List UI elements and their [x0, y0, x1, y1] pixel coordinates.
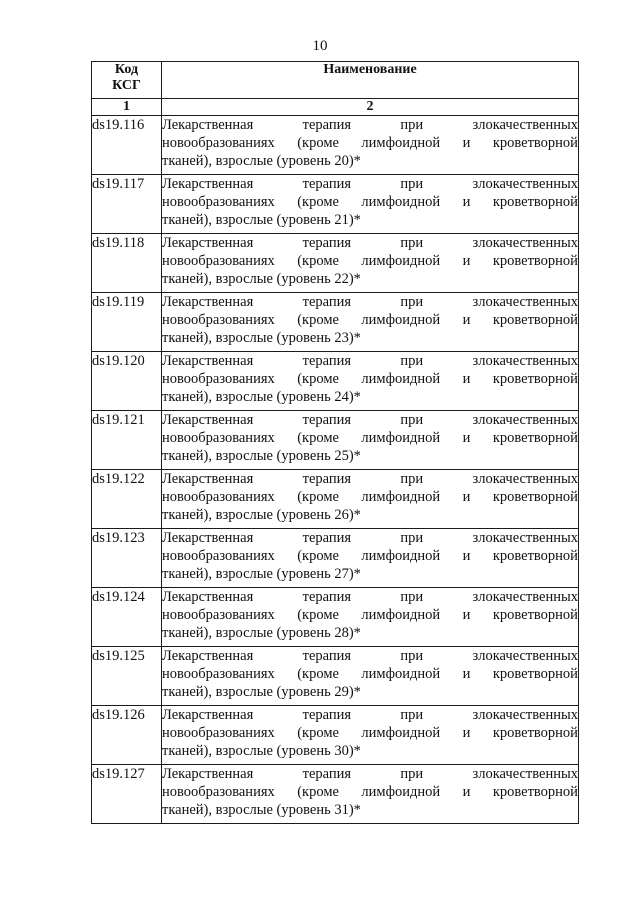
name-word: (кроме	[297, 253, 339, 269]
table-row	[92, 352, 579, 411]
name-word: при	[400, 530, 424, 546]
ksg-name-cell	[162, 588, 579, 647]
name-word: лимфоидной	[361, 489, 441, 505]
name-word: и	[462, 371, 471, 387]
name-word: и	[462, 607, 471, 623]
name-word: (кроме	[297, 607, 339, 623]
ksg-table	[91, 61, 579, 824]
name-word: Лекарственная	[162, 294, 254, 310]
ksg-name-cell	[162, 765, 579, 824]
table-row	[92, 234, 579, 293]
name-word: терапия	[302, 471, 352, 487]
name-word: Лекарственная	[162, 353, 254, 369]
ksg-name-cell	[162, 352, 579, 411]
name-word: лимфоидной	[361, 194, 441, 210]
name-word: при	[400, 294, 424, 310]
name-word: терапия	[302, 176, 352, 192]
name-text-line	[162, 116, 578, 134]
name-text-line	[162, 665, 578, 683]
column-number-name: 2	[162, 99, 579, 116]
table-row	[92, 411, 579, 470]
name-word: и	[462, 784, 471, 800]
ksg-name-cell	[162, 470, 579, 529]
name-word: терапия	[302, 766, 352, 782]
name-word: (кроме	[297, 430, 339, 446]
name-text-line: тканей), взрослые (уровень 23)*	[162, 330, 361, 346]
name-word: злокачественных	[472, 353, 578, 369]
name-word: злокачественных	[472, 530, 578, 546]
name-text-line: тканей), взрослые (уровень 26)*	[162, 507, 361, 523]
name-word: злокачественных	[472, 412, 578, 428]
name-word: Лекарственная	[162, 648, 254, 664]
name-text-line	[162, 234, 578, 252]
name-word: терапия	[302, 117, 352, 133]
page-number: 10	[312, 38, 328, 54]
name-word: лимфоидной	[361, 312, 441, 328]
name-text-line	[162, 783, 578, 801]
name-word: новообразованиях	[162, 666, 275, 682]
name-word: терапия	[302, 235, 352, 251]
name-word: Лекарственная	[162, 766, 254, 782]
name-word: Лекарственная	[162, 117, 254, 133]
ksg-name-cell	[162, 647, 579, 706]
name-text-line	[162, 647, 578, 665]
name-word: новообразованиях	[162, 725, 275, 741]
table-row	[92, 706, 579, 765]
name-word: и	[462, 194, 471, 210]
name-word: новообразованиях	[162, 194, 275, 210]
name-text-line	[162, 606, 578, 624]
name-text-line	[162, 765, 578, 783]
ksg-name-cell	[162, 175, 579, 234]
name-word: Лекарственная	[162, 707, 254, 723]
name-word: (кроме	[297, 312, 339, 328]
name-word: лимфоидной	[361, 371, 441, 387]
name-text-line	[162, 293, 578, 311]
name-word: терапия	[302, 353, 352, 369]
name-text-line: тканей), взрослые (уровень 30)*	[162, 743, 361, 759]
name-word: новообразованиях	[162, 548, 275, 564]
name-word: лимфоидной	[361, 135, 441, 151]
name-word: кроветворной	[492, 489, 578, 505]
name-word: (кроме	[297, 371, 339, 387]
name-text-line	[162, 470, 578, 488]
column-number-code: 1	[92, 99, 162, 116]
name-word: при	[400, 412, 424, 428]
name-word: кроветворной	[492, 312, 578, 328]
name-text-line	[162, 547, 578, 565]
name-text-line: тканей), взрослые (уровень 24)*	[162, 389, 361, 405]
table-row	[92, 647, 579, 706]
name-word: кроветворной	[492, 371, 578, 387]
name-word: лимфоидной	[361, 430, 441, 446]
header-code: Код КСГ	[92, 62, 162, 99]
name-word: злокачественных	[472, 589, 578, 605]
name-word: при	[400, 589, 424, 605]
table-row	[92, 470, 579, 529]
name-text-line	[162, 529, 578, 547]
table-header	[92, 62, 579, 116]
name-text-line: тканей), взрослые (уровень 21)*	[162, 212, 361, 228]
name-word: лимфоидной	[361, 666, 441, 682]
table-row	[92, 529, 579, 588]
name-word: кроветворной	[492, 135, 578, 151]
name-word: (кроме	[297, 135, 339, 151]
ksg-name-cell	[162, 293, 579, 352]
name-word: злокачественных	[472, 294, 578, 310]
name-word: лимфоидной	[361, 725, 441, 741]
name-text-line	[162, 370, 578, 388]
name-word: при	[400, 117, 424, 133]
table-row	[92, 175, 579, 234]
table-row	[92, 765, 579, 824]
name-word: новообразованиях	[162, 135, 275, 151]
ksg-code-cell: ds19.125	[92, 647, 162, 706]
name-word: лимфоидной	[361, 784, 441, 800]
ksg-name-cell	[162, 529, 579, 588]
name-text-line	[162, 175, 578, 193]
ksg-code-cell: ds19.116	[92, 116, 162, 175]
name-word: терапия	[302, 412, 352, 428]
name-word: новообразованиях	[162, 784, 275, 800]
name-word: Лекарственная	[162, 176, 254, 192]
name-word: и	[462, 430, 471, 446]
name-word: (кроме	[297, 548, 339, 564]
name-word: новообразованиях	[162, 607, 275, 623]
ksg-code-cell: ds19.124	[92, 588, 162, 647]
name-word: кроветворной	[492, 548, 578, 564]
name-word: кроветворной	[492, 784, 578, 800]
name-word: кроветворной	[492, 666, 578, 682]
name-text-line: тканей), взрослые (уровень 27)*	[162, 566, 361, 582]
ksg-code-cell: ds19.122	[92, 470, 162, 529]
name-word: кроветворной	[492, 430, 578, 446]
name-word: терапия	[302, 589, 352, 605]
ksg-code-cell: ds19.123	[92, 529, 162, 588]
name-word: при	[400, 471, 424, 487]
name-word: злокачественных	[472, 766, 578, 782]
name-text-line	[162, 724, 578, 742]
name-word: новообразованиях	[162, 489, 275, 505]
name-word: при	[400, 235, 424, 251]
name-word: (кроме	[297, 725, 339, 741]
name-text-line	[162, 193, 578, 211]
ksg-code-cell: ds19.120	[92, 352, 162, 411]
ksg-code-cell: ds19.119	[92, 293, 162, 352]
name-word: при	[400, 176, 424, 192]
name-word: кроветворной	[492, 194, 578, 210]
name-word: злокачественных	[472, 648, 578, 664]
name-text-line	[162, 588, 578, 606]
column-number-row	[92, 99, 579, 116]
table-row	[92, 116, 579, 175]
name-word: Лекарственная	[162, 589, 254, 605]
name-word: лимфоидной	[361, 607, 441, 623]
name-text-line: тканей), взрослые (уровень 29)*	[162, 684, 361, 700]
name-word: злокачественных	[472, 471, 578, 487]
name-word: и	[462, 725, 471, 741]
name-word: лимфоидной	[361, 548, 441, 564]
name-word: кроветворной	[492, 607, 578, 623]
name-word: и	[462, 666, 471, 682]
name-word: лимфоидной	[361, 253, 441, 269]
name-word: злокачественных	[472, 707, 578, 723]
name-word: новообразованиях	[162, 430, 275, 446]
name-word: терапия	[302, 648, 352, 664]
name-word: и	[462, 489, 471, 505]
name-word: злокачественных	[472, 176, 578, 192]
name-word: Лекарственная	[162, 471, 254, 487]
name-text-line	[162, 252, 578, 270]
ksg-name-cell	[162, 116, 579, 175]
name-text-line	[162, 352, 578, 370]
name-word: новообразованиях	[162, 371, 275, 387]
name-word: (кроме	[297, 194, 339, 210]
ksg-code-cell: ds19.118	[92, 234, 162, 293]
name-text-line: тканей), взрослые (уровень 25)*	[162, 448, 361, 464]
name-word: при	[400, 766, 424, 782]
ksg-name-cell	[162, 234, 579, 293]
name-word: (кроме	[297, 666, 339, 682]
name-word: Лекарственная	[162, 412, 254, 428]
name-word: и	[462, 135, 471, 151]
name-text-line	[162, 429, 578, 447]
name-text-line	[162, 311, 578, 329]
name-text-line	[162, 488, 578, 506]
name-word: Лекарственная	[162, 530, 254, 546]
name-word: Лекарственная	[162, 235, 254, 251]
header-row	[92, 62, 579, 99]
name-word: терапия	[302, 294, 352, 310]
ksg-name-cell	[162, 706, 579, 765]
name-word: (кроме	[297, 784, 339, 800]
name-text-line	[162, 134, 578, 152]
name-word: кроветворной	[492, 725, 578, 741]
name-word: (кроме	[297, 489, 339, 505]
name-word: и	[462, 312, 471, 328]
name-text-line: тканей), взрослые (уровень 28)*	[162, 625, 361, 641]
name-text-line	[162, 411, 578, 429]
table-row	[92, 588, 579, 647]
name-word: при	[400, 648, 424, 664]
name-text-line: тканей), взрослые (уровень 31)*	[162, 802, 361, 818]
name-word: и	[462, 253, 471, 269]
name-word: терапия	[302, 530, 352, 546]
name-text-line: тканей), взрослые (уровень 20)*	[162, 153, 361, 169]
ksg-code-cell: ds19.126	[92, 706, 162, 765]
ksg-code-cell: ds19.117	[92, 175, 162, 234]
table-body	[92, 116, 579, 824]
name-text-line	[162, 706, 578, 724]
table-row	[92, 293, 579, 352]
name-word: злокачественных	[472, 117, 578, 133]
ksg-name-cell	[162, 411, 579, 470]
name-word: и	[462, 548, 471, 564]
ksg-code-cell: ds19.127	[92, 765, 162, 824]
header-name: Наименование	[162, 62, 579, 99]
name-word: при	[400, 353, 424, 369]
name-word: терапия	[302, 707, 352, 723]
name-text-line: тканей), взрослые (уровень 22)*	[162, 271, 361, 287]
name-word: при	[400, 707, 424, 723]
name-word: злокачественных	[472, 235, 578, 251]
ksg-code-cell: ds19.121	[92, 411, 162, 470]
name-word: новообразованиях	[162, 253, 275, 269]
name-word: новообразованиях	[162, 312, 275, 328]
name-word: кроветворной	[492, 253, 578, 269]
